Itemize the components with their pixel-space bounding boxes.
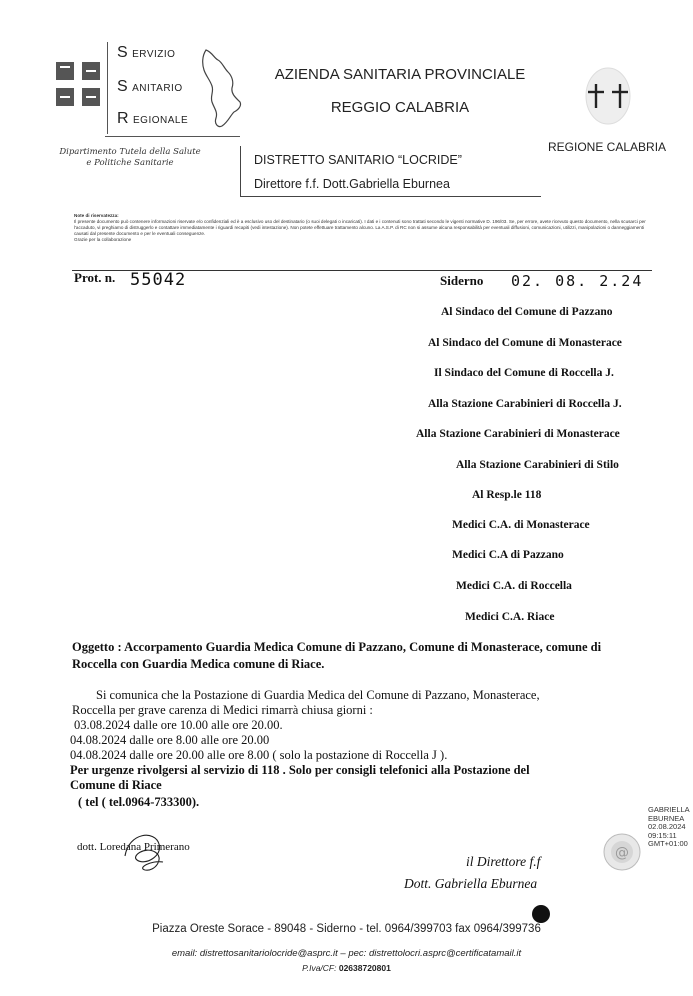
footer-vat: P.Iva/CF: 02638720801 xyxy=(302,963,391,973)
recipient-item: Alla Stazione Carabinieri di Monasterace xyxy=(416,428,620,440)
punch-hole-mark xyxy=(532,905,550,923)
recipient-item: Al Sindaco del Comune di Monasterace xyxy=(428,337,622,349)
handwritten-signature-icon xyxy=(115,826,175,876)
digital-signature-seal-icon xyxy=(602,832,642,872)
footer-email: email: distrettosanitariolocride@asprc.it – pec: distrettolocri.asprc@certificatamail.it xyxy=(171,948,522,959)
director-title: il Direttore f.f xyxy=(466,854,541,869)
recipient-item: Il Sindaco del Comune di Roccella J. xyxy=(434,367,614,379)
riace-phone: ( tel ( tel.0964-733300). xyxy=(78,795,200,809)
closure-date-2: 04.08.2024 dalle ore 8.00 alle ore 20.00 xyxy=(70,733,270,747)
recipient-item: Alla Stazione Carabinieri di Roccella J. xyxy=(428,398,622,410)
place-label: Siderno xyxy=(440,273,484,288)
asp-title-line1: AZIENDA SANITARIA PROVINCIALE xyxy=(274,66,526,83)
regione-calabria-label: REGIONE CALABRIA xyxy=(548,140,667,154)
protocol-label: Prot. n. xyxy=(74,270,116,285)
recipient-item: Medici C.A. di Monasterace xyxy=(452,519,590,531)
ssr-line-sanitario: S ANITARIO xyxy=(117,78,183,95)
confidentiality-notice: Note di riservatezza: Il presente documento può contenere informazioni riservate e/o confidenziali ed è a esclusivo uso del destinatario (o suoi delegati o incaricati). I dati e i contenuti sono trattati secondo le vigenti normative D. 196/03. Se, per errore, avete ricevuto questo documento, nella scusarci per l'accaduto, vi preghiamo di distruggerlo e contattare immediatamente i riguardi recapiti (vedi intestazione). Non potete effettuare trattamento alcuno. La A.S.P. di RC non si assume alcuna responsabilità per eventuali diffusioni, comunicazioni, utilizzi, manipolazioni o danneggiamenti causati dal presente documento e per le eventuali conseguenze. Grazie per la collaborazione xyxy=(74,213,646,242)
recipient-item: Medici C.A di Pazzano xyxy=(452,549,564,561)
director-name: Dott. Gabriella Eburnea xyxy=(404,876,538,891)
district-director: Direttore f.f. Dott.Gabriella Eburnea xyxy=(254,177,450,191)
document-date: 02. 08. 2.24 xyxy=(511,272,644,290)
closure-date-1: 03.08.2024 dalle ore 10.00 alle ore 20.00. xyxy=(74,718,283,732)
footer-address: Piazza Oreste Sorace - 89048 - Siderno - tel. 0964/399703 fax 0964/399736 xyxy=(152,923,541,935)
asp-title-line2: REGGIO CALABRIA xyxy=(330,99,470,116)
recipient-item: Alla Stazione Carabinieri di Stilo xyxy=(456,459,619,471)
recipient-item: Medici C.A. di Roccella xyxy=(456,580,572,592)
ssr-line-servizio: S ERVIZIO xyxy=(117,44,176,61)
digital-signature-text: GABRIELLA EBURNEA 02.08.2024 09:15:11 GMT+01:00 xyxy=(648,805,690,848)
urgency-line1: Per urgenze rivolgersi al servizio di 118 . Solo per consigli telefonici alla Postazione del xyxy=(70,763,530,777)
subject-oggetto: Oggetto : Accorpamento Guardia Medica Comune di Pazzano, Comune di Monasterace, comune di Roccella con Guardia Medica comune di Riace. xyxy=(72,640,602,671)
header-vertical-rule xyxy=(107,42,108,134)
ssr-cross-logo-icon xyxy=(54,60,102,108)
svg-text:@: @ xyxy=(615,845,629,861)
signatory-primerano: dott. Loredana Primerano xyxy=(77,841,190,853)
district-name: DISTRETTO SANITARIO “LOCRIDE” xyxy=(254,153,462,167)
department-label: Dipartimento Tutela della Salute e Politiche Sanitarie xyxy=(59,147,201,168)
ssr-line-regionale: R EGIONALE xyxy=(117,110,189,127)
header-horizontal-rule xyxy=(105,136,240,137)
body-intro-line1: Si comunica che la Postazione di Guardia Medica del Comune di Pazzano, Monasterace, xyxy=(96,688,540,702)
recipient-item: Al Sindaco del Comune di Pazzano xyxy=(441,306,613,318)
closure-date-3: 04.08.2024 dalle ore 20.00 alle ore 8.00 ( solo la postazione di Roccella J ). xyxy=(70,748,448,762)
calabria-map-icon xyxy=(198,48,244,130)
recipient-item: Medici C.A. Riace xyxy=(465,611,555,623)
protocol-number: 55042 xyxy=(130,270,187,290)
urgency-line2: Comune di Riace xyxy=(70,778,162,792)
regione-calabria-emblem-icon xyxy=(580,64,636,134)
body-intro-line2: Roccella per grave carenza di Medici rimarrà chiusa giorni : xyxy=(72,703,373,717)
recipient-item: Al Resp.le 118 xyxy=(472,489,542,501)
